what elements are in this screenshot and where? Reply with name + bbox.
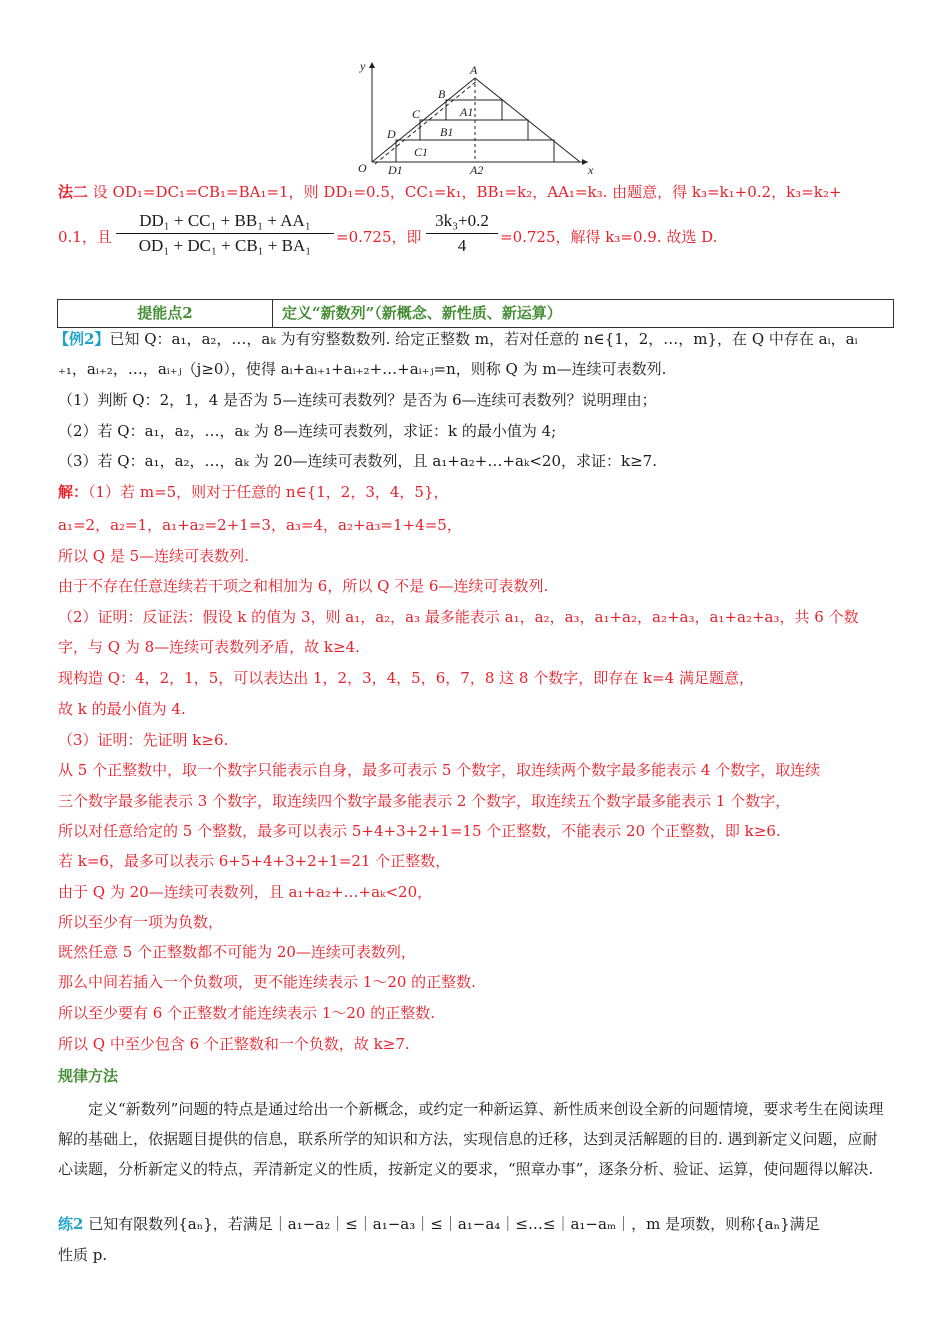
solution-line-13: 由于 Q 为 20—连续可表数列，且 a₁+a₂+…+aₖ<20， bbox=[58, 883, 433, 901]
method2-end-text: =0.725，解得 k₃=0.9. 故选 D. bbox=[500, 228, 718, 246]
solution-line-16: 那么中间若插入一个负数项，更不能连续表示 1～20 的正整数. bbox=[58, 973, 476, 991]
fraction-ratio-numerator: DD₁ + CC₁ + BB₁ + AA₁ bbox=[139, 211, 311, 230]
solution-line-0 bbox=[58, 481, 898, 503]
example-question-2: （2）若 Q：a₁，a₂，…，aₖ 为 8—连续可表数列，求证：k 的最小值为 4; bbox=[58, 422, 557, 440]
label-A1: A1 bbox=[460, 105, 474, 119]
practice-line2: 性质 p. bbox=[58, 1246, 108, 1264]
practice-line1 bbox=[58, 1213, 898, 1235]
method-summary-title: 规律方法 bbox=[58, 1067, 119, 1085]
example-question-3: （3）若 Q：a₁，a₂，…，aₖ 为 20—连续可表数列，且 a₁+a₂+…+aₖ<20，求证：k≥7. bbox=[58, 452, 657, 470]
solution-line-4: （2）证明：反证法：假设 k 的值为 3，则 a₁，a₂，a₃ 最多能表示 a₁，a₂，a₃，a₁+a₂，a₂+a₃，a₁+a₂+a₃，共 6 个数 bbox=[58, 608, 859, 626]
fraction-k3-denominator: 4 bbox=[457, 236, 467, 255]
solution-line-3: 由于不存在任意连续若干项之和相加为 6，所以 Q 不是 6—连续可表数列. bbox=[58, 577, 549, 595]
fraction-ratio bbox=[116, 210, 334, 257]
method2-line1-text: 设 OD₁=DC₁=CB₁=BA₁=1，则 DD₁=0.5，CC₁=k₁，BB₁=k₂，AA₁=k₃. 由题意，得 k₃=k₁+0.2，k₃=k₂+ bbox=[88, 183, 842, 201]
label-D: D bbox=[387, 127, 396, 141]
fraction-k3-numerator: 3k₃+0.2 bbox=[435, 211, 489, 230]
solution-line-7: 故 k 的最小值为 4. bbox=[58, 700, 186, 718]
solution-label: 解： bbox=[58, 483, 89, 501]
example-question-1: （1）判断 Q：2，1，4 是否为 5—连续可表数列？是否为 6—连续可表数列？说明理由； bbox=[58, 391, 657, 409]
label-O: O bbox=[358, 161, 367, 175]
rect-middle bbox=[420, 120, 528, 140]
solution-line-8: （3）证明：先证明 k≥6. bbox=[58, 731, 229, 749]
label-A: A bbox=[470, 63, 478, 77]
tip-box-left: 提能点2 bbox=[58, 300, 273, 327]
solution-line-15: 既然任意 5 个正整数都不可能为 20—连续可表数列， bbox=[58, 943, 416, 961]
example-line1-text: 已知 Q：a₁，a₂，…，aₖ 为有穷整数数列. 给定正整数 m，若对任意的 n∈{1，2，…，m}，在 Q 中存在 aᵢ，aᵢ bbox=[109, 330, 858, 348]
label-A2: A2 bbox=[470, 163, 484, 176]
method-summary-paragraph: 定义“新数列”问题的特点是通过给出一个新概念，或约定一种新运算、新性质来创设全新的问题情境，要求考生在阅读理解的基础上，依据题目提供的信息，联系所学的知识和方法，实现信息的迁移，达到灵活解题的目的. 遇到新定义问题，应耐心读题，分析新定义的特点，弄清新定义的性质，按新定义的要求，“照章办事”，逐条分析、验证、运算，使问题得以解决. bbox=[58, 1100, 884, 1178]
label-x: x bbox=[588, 163, 594, 176]
method2-line1 bbox=[58, 181, 898, 203]
solution-line-18: 所以 Q 中至少包含 6 个正整数和一个负数，故 k≥7. bbox=[58, 1035, 410, 1053]
method2-line2-pre: 0.1，且 bbox=[58, 228, 112, 246]
label-y: y bbox=[360, 59, 366, 73]
staircase-triangle-figure bbox=[350, 58, 600, 176]
tip-box bbox=[57, 299, 894, 328]
solution-line-2: 所以 Q 是 5—连续可表数列. bbox=[58, 547, 249, 565]
example-line2: ₊₁，aᵢ₊₂，…，aᵢ₊ⱼ（j≥0），使得 aᵢ+aᵢ₊₁+aᵢ₊₂+…+aᵢ₊ⱼ=n，则称 Q 为 m—连续可表数列. bbox=[58, 360, 667, 378]
solution-line-5: 字，与 Q 为 8—连续可表数列矛盾，故 k≥4. bbox=[58, 638, 360, 656]
solution-line-11: 所以对任意给定的 5 个整数，最多可以表示 5+4+3+2+1=15 个正整数，不能表示 20 个正整数，即 k≥6. bbox=[58, 822, 781, 840]
example-tag: 【例2】 bbox=[54, 330, 110, 348]
fraction-ratio-denominator: OD₁ + DC₁ + CB₁ + BA₁ bbox=[138, 236, 312, 255]
solution-line-1: a₁=2，a₂=1，a₁+a₂=2+1=3，a₃=4，a₂+a₃=1+4=5， bbox=[58, 516, 462, 534]
solution-line-14: 所以至少有一项为负数， bbox=[58, 913, 224, 931]
label-C1: C1 bbox=[414, 145, 429, 159]
y-axis-arrow bbox=[369, 62, 375, 68]
label-B: B bbox=[438, 87, 446, 101]
label-C: C bbox=[412, 107, 421, 121]
method2-label: 法二 bbox=[58, 183, 89, 201]
solution-line-10: 三个数字最多能表示 3 个数字，取连续四个数字最多能表示 2 个数字，取连续五个数字最多能表示 1 个数字， bbox=[58, 792, 791, 810]
rect-top bbox=[446, 100, 502, 120]
practice-tag: 练2 bbox=[58, 1215, 84, 1233]
example-line1 bbox=[54, 328, 894, 350]
solution-line-17: 所以至少要有 6 个正整数才能连续表示 1～20 的正整数. bbox=[58, 1004, 436, 1022]
solution-line-12: 若 k=6，最多可以表示 6+5+4+3+2+1=21 个正整数， bbox=[58, 852, 451, 870]
practice-line1-text: 已知有限数列{aₙ}，若满足｜a₁−a₂｜≤｜a₁−a₃｜≤｜a₁−a₄｜≤…≤｜a₁−aₘ｜，m 是项数，则称{aₙ}满足 bbox=[88, 1215, 820, 1233]
method2-mid-text: =0.725，即 bbox=[336, 228, 422, 246]
label-D1: D1 bbox=[388, 163, 403, 176]
solution-text-0: （1）若 m=5，则对于任意的 n∈{1，2，3，4，5}， bbox=[88, 483, 449, 501]
solution-line-6: 现构造 Q：4，2，1，5，可以表达出 1，2，3，4，5，6，7，8 这 8 个数字，即存在 k=4 满足题意， bbox=[58, 669, 754, 687]
solution-line-9: 从 5 个正整数中，取一个数字只能表示自身，最多可表示 5 个数字，取连续两个数字最多能表示 4 个数字，取连续 bbox=[58, 761, 821, 779]
tip-box-right: 定义“新数列”（新概念、新性质、新运算） bbox=[282, 304, 562, 322]
label-B1: B1 bbox=[440, 125, 454, 139]
fraction-k3 bbox=[426, 210, 498, 257]
